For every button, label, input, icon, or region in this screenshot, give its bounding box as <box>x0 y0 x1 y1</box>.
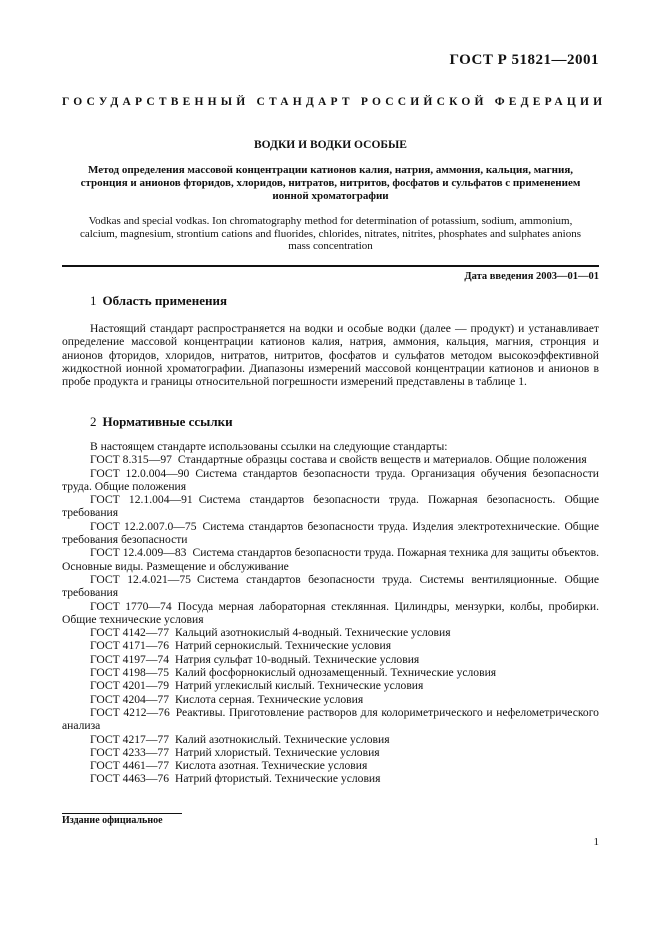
title-divider <box>62 265 599 267</box>
reference-item: ГОСТ 12.0.004—90 Система стандартов безопасности труда. Организация обучения безопасности труда. Общие положения <box>62 466 599 493</box>
reference-item: ГОСТ 4142—77 Кальций азотнокислый 4-водный. Технические условия <box>90 626 451 640</box>
introduction-date: Дата введения 2003—01—01 <box>464 271 599 282</box>
reference-item: ГОСТ 4233—77 Натрий хлористый. Технические условия <box>90 745 380 759</box>
reference-item: ГОСТ 4201—79 Натрий углекислый кислый. Технические условия <box>90 679 424 693</box>
section-1-text: Настоящий стандарт распространяется на водки и особые водки (далее — продукт) и устанавливает определение массовой концентрации катионов калия, натрия, аммония, кальция, магния, стронция и анионов фторидов, хлоридов, нитратов, нитритов, фосфатов и сульфатов методом высокоэффективной жидкостной ионной хроматографии. Диапазоны измерений массовой концентрации катионов и анионов в пробе продукта и границы относительной погрешности измерений представлены в таблице 1. <box>62 322 599 389</box>
section-1-title: Область применения <box>102 293 227 308</box>
document-title: ВОДКИ И ВОДКИ ОСОБЫЕ <box>254 139 407 151</box>
reference-item: ГОСТ 12.4.009—83 Система стандартов безопасности труда. Пожарная техника для защиты объектов. Основные виды. Размещение и обслуживание <box>62 546 599 573</box>
section-2-number: 2 <box>90 414 97 429</box>
reference-item: ГОСТ 12.2.007.0—75 Система стандартов безопасности труда. Изделия электротехнические. Общие требования безопасности <box>62 519 599 547</box>
document-subtitle: Метод определения массовой концентрации катионов калия, натрия, аммония, кальция, магния, стронция и анионов фторидов, хлоридов, нитратов, нитритов, фосфатов и сульфатов с применением ионной хроматографии <box>80 164 581 202</box>
reference-item: ГОСТ 12.4.021—75 Система стандартов безопасности труда. Системы вентиляционные. Общие требования <box>62 572 599 600</box>
reference-item: ГОСТ 4463—76 Натрий фтористый. Технические условия <box>90 772 381 786</box>
reference-item: ГОСТ 4204—77 Кислота серная. Технические условия <box>90 692 364 706</box>
reference-item: ГОСТ 4197—74 Натрия сульфат 10-водный. Технические условия <box>90 652 420 666</box>
section-2-title: Нормативные ссылки <box>102 414 233 429</box>
references-list <box>62 440 599 786</box>
page-number: 1 <box>593 836 599 848</box>
section-1-heading <box>90 293 227 309</box>
state-standard-heading: ГОСУДАРСТВЕННЫЙ СТАНДАРТ РОССИЙСКОЙ ФЕДЕРАЦИИ <box>62 96 607 108</box>
footer-divider <box>62 813 182 814</box>
reference-item: ГОСТ 4461—77 Кислота азотная. Технические условия <box>90 759 368 773</box>
reference-item: ГОСТ 4212—76 Реактивы. Приготовление растворов для колориметрического и нефелометрического анализа <box>62 705 599 733</box>
section-1-number: 1 <box>90 293 97 308</box>
english-title: Vodkas and special vodkas. Ion chromatography method for determination of potassium, sodium, ammonium, calcium, magnesium, strontium cations and fluorides, chlorides, nitrates, nitrites, phosphates and sulphates anions mass concentration <box>79 215 581 252</box>
reference-item: ГОСТ 8.315—97 Стандартные образцы состава и свойств веществ и материалов. Общие положения <box>90 453 587 467</box>
references-intro: В настоящем стандарте использованы ссылки на следующие стандарты: <box>90 440 448 453</box>
gost-number: ГОСТ Р 51821—2001 <box>449 52 599 68</box>
reference-item: ГОСТ 12.1.004—91 Система стандартов безопасности труда. Пожарная безопасность. Общие требования <box>62 493 599 520</box>
reference-item: ГОСТ 4171—76 Натрий сернокислый. Технические условия <box>90 639 392 653</box>
official-edition-note: Издание официальное <box>62 815 163 826</box>
reference-item: ГОСТ 4198—75 Калий фосфорнокислый однозамещенный. Технические условия <box>90 666 497 680</box>
reference-item: ГОСТ 1770—74 Посуда мерная лабораторная стеклянная. Цилиндры, мензурки, колбы, пробирки. Общие технические условия <box>62 599 599 626</box>
section-2-heading <box>90 414 233 430</box>
reference-item: ГОСТ 4217—77 Калий азотнокислый. Технические условия <box>90 732 390 746</box>
